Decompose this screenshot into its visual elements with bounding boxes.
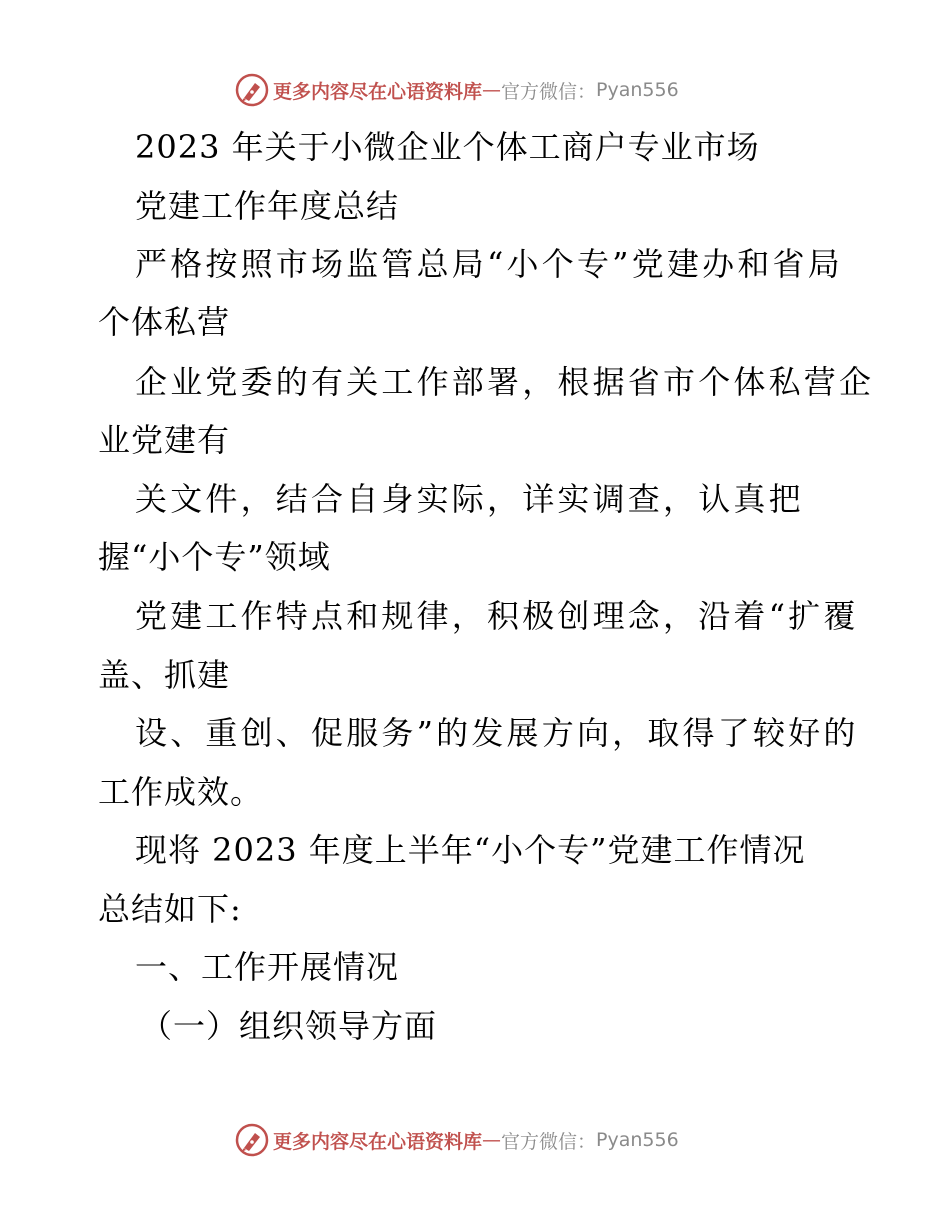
watermark-wechat-id: Pyan556 — [596, 1129, 679, 1151]
paragraph-line: 握“小个专”领域 — [98, 538, 331, 576]
document-title-line-1: 2023 年关于小微企业个体工商户专业市场 — [135, 128, 760, 166]
paragraph-line: 工作成效。 — [98, 773, 264, 811]
watermark-separator: — — [482, 1129, 502, 1151]
subsection-heading: （一）组织领导方面 — [140, 1007, 438, 1045]
watermark-wechat-label: 官方微信： — [501, 1130, 597, 1153]
watermark-wechat-id: Pyan556 — [596, 79, 679, 101]
paragraph-line: 盖、抓建 — [98, 656, 231, 694]
paragraph-line: 总结如下: — [98, 890, 242, 928]
pen-nib-logo-icon — [235, 1123, 269, 1157]
paragraph-line: 现将 2023 年度上半年“小个专”党建工作情况 — [135, 831, 806, 869]
paragraph-line: 关文件，结合自身实际，详实调查，认真把 — [135, 480, 804, 518]
watermark-library-text: 更多内容尽在心语资料库 — [273, 1130, 483, 1153]
header-watermark — [235, 70, 679, 110]
paragraph-line: 个体私营 — [98, 303, 231, 341]
paragraph-line: 业党建有 — [98, 421, 231, 459]
paragraph-line: 严格按照市场监管总局“小个专”党建办和省局 — [135, 245, 843, 283]
section-heading: 一、工作开展情况 — [135, 948, 400, 986]
paragraph-line: 党建工作特点和规律，积极创理念，沿着“扩覆 — [135, 597, 859, 635]
paragraph-line: 企业党委的有关工作部署，根据省市个体私营企 — [135, 363, 875, 401]
footer-watermark — [235, 1120, 679, 1160]
watermark-library-text: 更多内容尽在心语资料库 — [273, 80, 483, 103]
watermark-separator: — — [482, 79, 502, 101]
document-title-line-2: 党建工作年度总结 — [135, 187, 400, 225]
pen-nib-logo-icon — [235, 73, 269, 107]
paragraph-line: 设、重创、促服务”的发展方向，取得了较好的 — [135, 714, 859, 752]
watermark-wechat-label: 官方微信： — [501, 80, 597, 103]
